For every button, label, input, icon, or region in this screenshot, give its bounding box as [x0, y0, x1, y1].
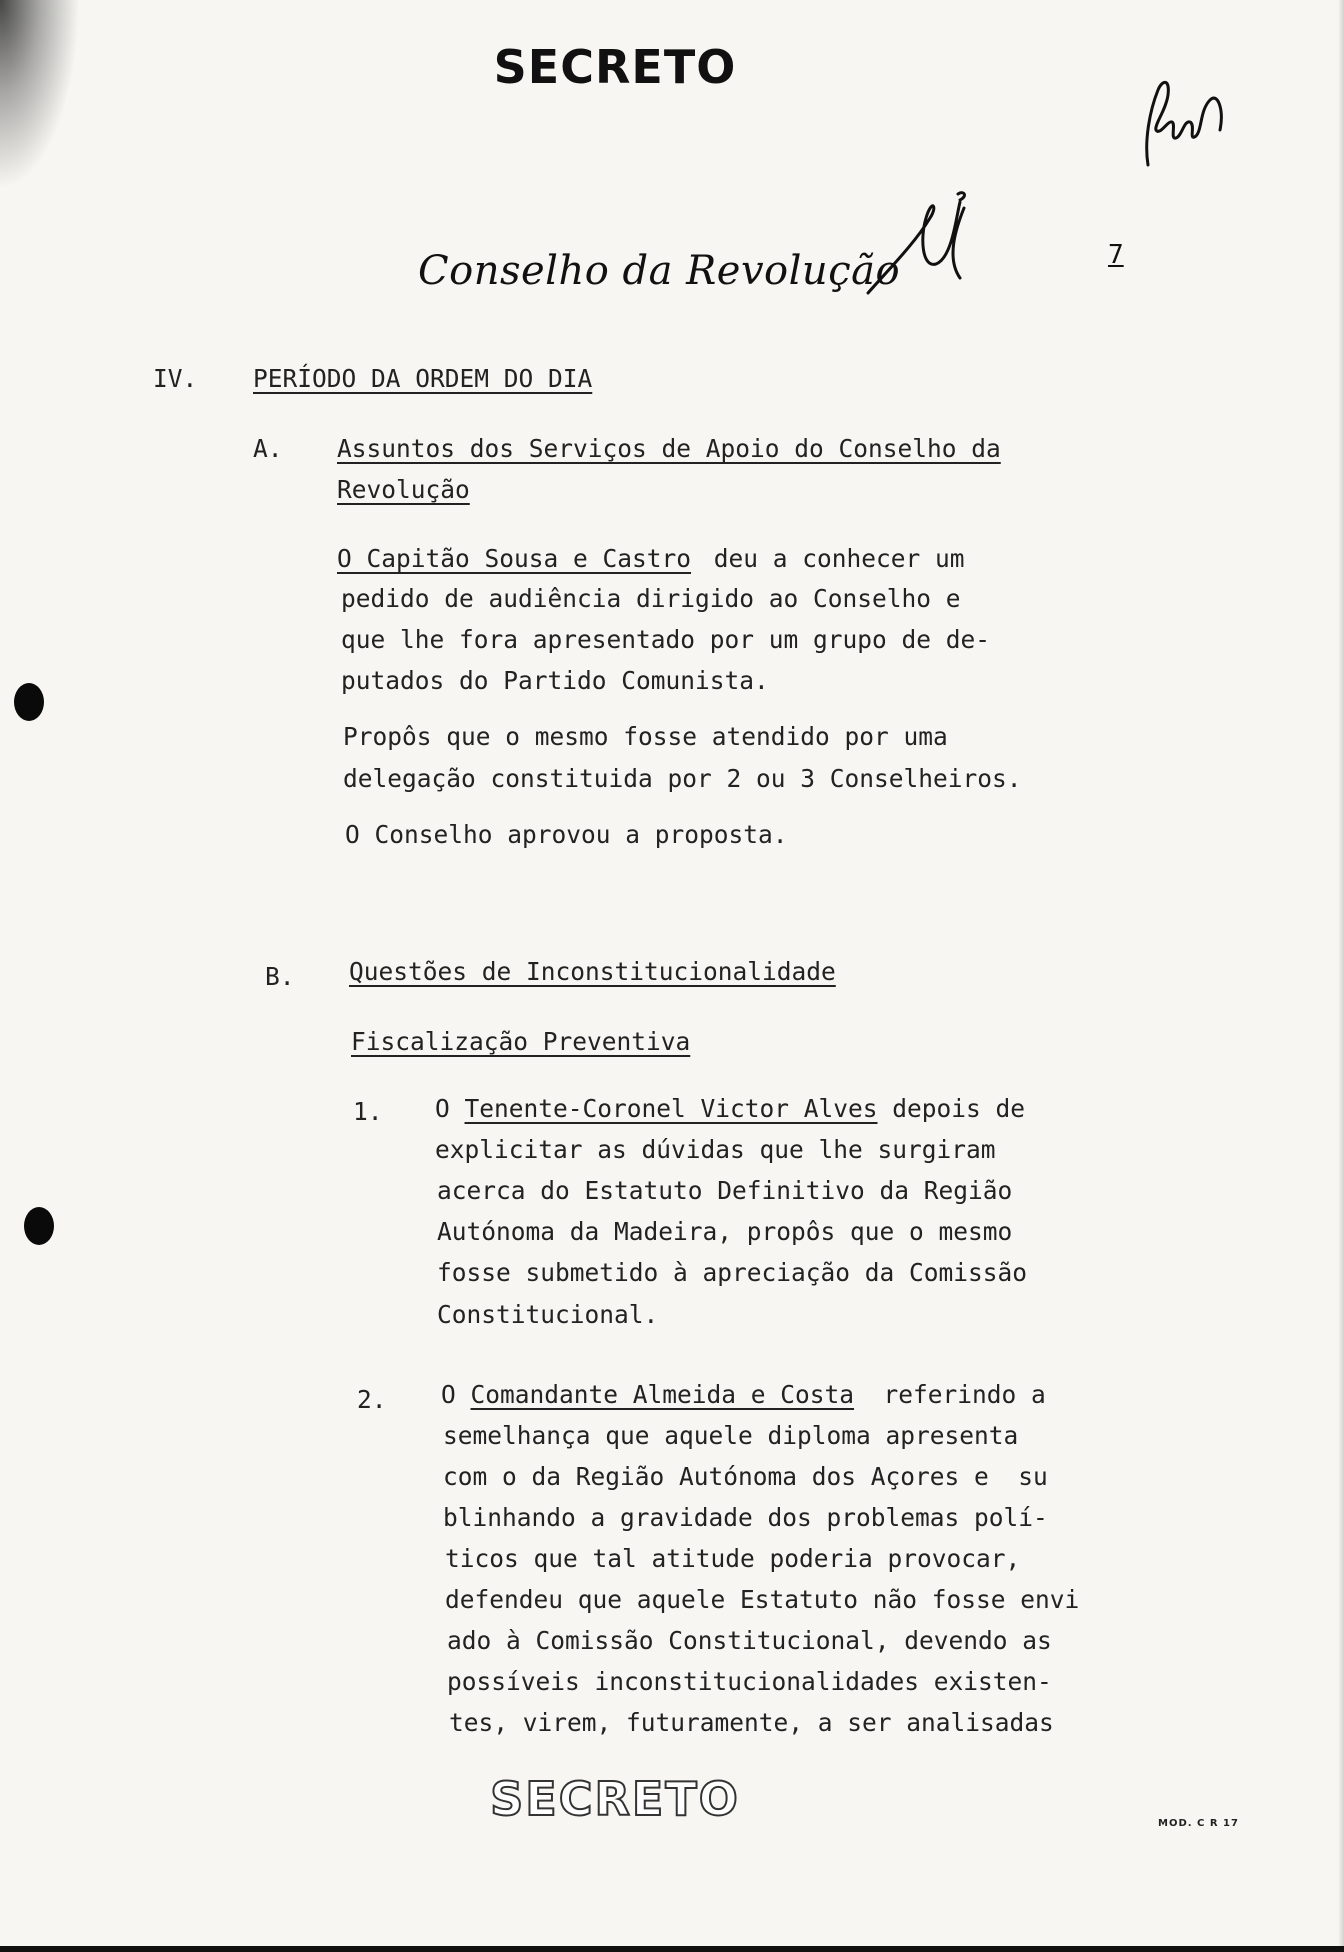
scan-edge-bottom: [0, 1946, 1344, 1952]
person-name: Tenente-Coronel Victor Alves: [464, 1094, 878, 1123]
handwritten-signature: [860, 188, 1010, 298]
person-name: Comandante Almeida e Costa: [470, 1380, 855, 1409]
item-2-line3: com o da Região Autónoma dos Açores e su: [443, 1462, 1048, 1491]
section-a-p2-line1: Propôs que o mesmo fosse atendido por uma: [343, 722, 948, 751]
classification-stamp-top: SECRETO: [493, 40, 737, 94]
section-a-title-line1: Assuntos dos Serviços de Apoio do Conselho da: [337, 434, 1001, 463]
item-2-line4: blinhando a gravidade dos problemas polí-: [443, 1503, 1048, 1532]
scan-shadow-top-left: [0, 0, 80, 190]
section-iv-numeral: IV.: [153, 364, 198, 393]
form-code: MOD. C R 17: [1158, 1818, 1239, 1829]
section-a-letter: A.: [253, 434, 283, 463]
section-a-p2-line2: delegação constituida por 2 ou 3 Conselheiros.: [343, 764, 1022, 793]
section-a-p1-line2: pedido de audiência dirigido ao Conselho e: [341, 584, 961, 613]
section-a-p1-line3: que lhe fora apresentado por um grupo de de-: [341, 625, 991, 654]
text-run: O: [441, 1380, 471, 1409]
item-2-line9: tes, virem, futuramente, a ser analisadas: [449, 1708, 1054, 1737]
text-run: deu a conhecer um: [713, 544, 965, 573]
item-2-number: 2.: [357, 1385, 387, 1414]
handwritten-initials: [1140, 70, 1230, 180]
section-b-letter: B.: [265, 962, 295, 991]
section-b-subtitle: Fiscalização Preventiva: [351, 1027, 691, 1056]
section-a-p1-line4: putados do Partido Comunista.: [341, 666, 769, 695]
item-2-line1: [441, 1380, 1046, 1409]
section-a-p1-line1: [337, 544, 965, 573]
item-2-line5: ticos que tal atitude poderia provocar,: [445, 1544, 1021, 1573]
item-2-line7: ado à Comissão Constitucional, devendo as: [447, 1626, 1052, 1655]
item-1-line2: explicitar as dúvidas que lhe surgiram: [435, 1135, 996, 1164]
text-run: depois de: [877, 1094, 1026, 1123]
item-2-line8: possíveis inconstitucionalidades existen-: [447, 1667, 1052, 1696]
section-a-title-line2: Revolução: [337, 475, 470, 504]
scan-shadow-right: [1338, 0, 1344, 1952]
letterhead-title: Conselho da Revolução: [418, 248, 901, 294]
text-run: O: [435, 1094, 465, 1123]
classification-stamp-bottom: SECRETO: [490, 1772, 740, 1826]
item-1-line3: acerca do Estatuto Definitivo da Região: [437, 1176, 1013, 1205]
punch-hole-upper: [14, 683, 44, 721]
item-1-line6: Constitucional.: [437, 1300, 659, 1329]
text-run: referindo a: [854, 1380, 1046, 1409]
item-2-line2: semelhança que aquele diploma apresenta: [443, 1421, 1019, 1450]
item-1-line1: [435, 1094, 1026, 1123]
section-iv-title: PERÍODO DA ORDEM DO DIA: [253, 364, 593, 393]
item-2-line6: defendeu que aquele Estatuto não fosse envi: [445, 1585, 1080, 1614]
punch-hole-lower: [24, 1207, 54, 1245]
page-number: 7: [1108, 240, 1124, 270]
item-1-line5: fosse submetido à apreciação da Comissão: [437, 1258, 1028, 1287]
item-1-number: 1.: [353, 1097, 383, 1126]
section-b-title: Questões de Inconstitucionalidade: [349, 957, 836, 986]
section-a-p3: O Conselho aprovou a proposta.: [345, 820, 788, 849]
person-name: O Capitão Sousa e Castro: [337, 544, 692, 573]
item-1-line4: Autónoma da Madeira, propôs que o mesmo: [437, 1217, 1013, 1246]
